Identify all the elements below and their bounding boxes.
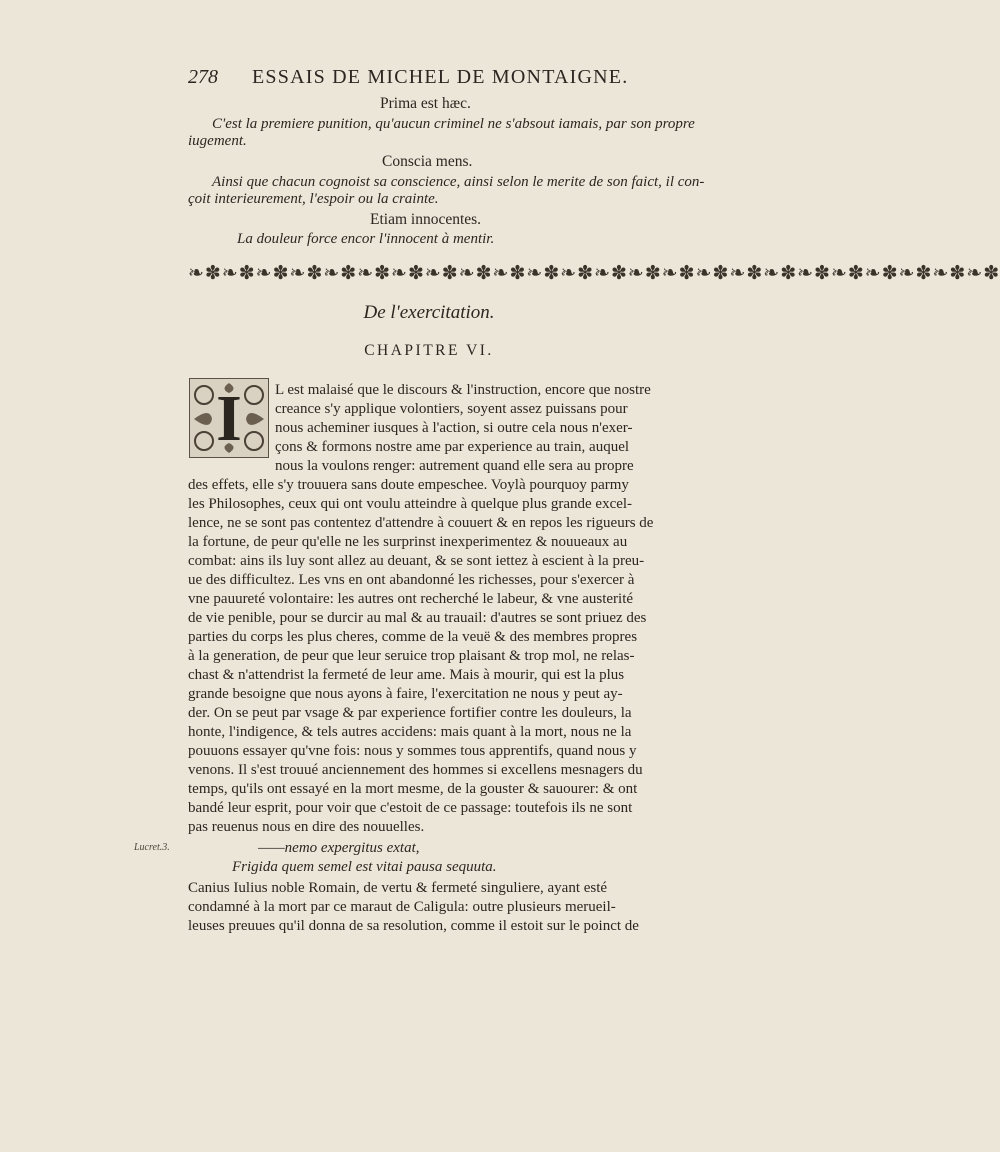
decorated-initial xyxy=(189,378,269,458)
body-line: à la generation, de peur que leur seruice trop plaisant & trop mol, ne relas- xyxy=(188,648,635,664)
french-translation-line: iugement. xyxy=(188,133,247,149)
french-translation-line: C'est la premiere punition, qu'aucun criminel ne s'absout iamais, par son propre xyxy=(212,116,695,132)
body-line: des effets, elle s'y trouuera sans doute empeschee. Voylà pourquoy parmy xyxy=(188,477,629,493)
body-line: der. On se peut par vsage & par experience fortifier contre les douleurs, la xyxy=(188,705,632,721)
body-line: chast & n'attendrist la fermeté de leur ame. Mais à mourir, qui est la plus xyxy=(188,667,625,683)
body-line: nous la voulons renger: autrement quand elle sera au propre xyxy=(275,458,634,474)
section-title: De l'exercitation. xyxy=(363,302,495,323)
body-line: creance s'y applique volontiers, soyent assez puissans pour xyxy=(275,401,628,417)
running-title: ESSAIS DE MICHEL DE MONTAIGNE. xyxy=(252,66,629,88)
french-translation-line: La douleur force encor l'innocent à mentir. xyxy=(237,231,495,247)
body-line: venons. Il s'est trouué anciennement des hommes si excellens mesnagers du xyxy=(188,762,643,778)
body-line: lence, ne se sont pas contentez d'attendre à couuert & en repos les rigueurs de xyxy=(188,515,654,531)
body-line: de vie penible, pour se durcir au mal & au trauail: d'autres se sont priuez des xyxy=(188,610,647,626)
body-line: Canius Iulius noble Romain, de vertu & fermeté singuliere, ayant esté xyxy=(188,880,608,896)
body-line: la fortune, de peur qu'elle ne les surprinst inexperimentez & nouueaux au xyxy=(188,534,628,550)
french-translation-line: çoit interieurement, l'espoir ou la crainte. xyxy=(188,191,439,207)
body-line: honte, l'indigence, & tels autres accidens: mais quant à la mort, nous ne la xyxy=(188,724,632,740)
verse-line: Frigida quem semel est vitai pausa sequuta. xyxy=(232,859,497,875)
running-head xyxy=(188,66,648,92)
body-line: grande besoigne que nous ayons à faire, l'exercitation ne nous y peut ay- xyxy=(188,686,623,702)
body-line: temps, qu'ils ont essayé en la mort mesme, de la gouster & sauourer: & ont xyxy=(188,781,638,797)
latin-quote-etiam: Etiam innocentes. xyxy=(370,211,482,228)
body-line: çons & formons nostre ame par experience au train, auquel xyxy=(275,439,630,455)
body-line: nous acheminer iusques à l'action, si outre cela nous n'exer- xyxy=(275,420,633,436)
french-translation-line: Ainsi que chacun cognoist sa conscience, ainsi selon le merite de son faict, il con- xyxy=(212,174,705,190)
body-line: ue des difficultez. Les vns en ont abandonné les richesses, pour s'exercer à xyxy=(188,572,635,588)
chapter-heading: CHAPITRE VI. xyxy=(364,342,494,359)
body-line: bandé leur esprit, pour voir que c'estoit de ce passage: toutefois ils ne sont xyxy=(188,800,633,816)
latin-quote-conscia: Conscia mens. xyxy=(382,153,473,170)
initial-letter: I xyxy=(216,382,242,455)
verse-line: ——nemo expergitus extat, xyxy=(258,840,420,856)
body-line: vne pauureté volontaire: les autres ont recherché le labeur, & vne austerité xyxy=(188,591,634,607)
body-line: les Philosophes, ceux qui ont voulu atteindre à quelque plus grande excel- xyxy=(188,496,633,512)
body-line: leuses preuues qu'il donna de sa resolution, comme il estoit sur le poinct de xyxy=(188,918,639,934)
body-line: condamné à la mort par ce maraut de Caligula: outre plusieurs merueil- xyxy=(188,899,616,915)
body-line: pouuons essayer qu'vne fois: nous y sommes tous apprentifs, quand nous y xyxy=(188,743,637,759)
body-line: L est malaisé que le discours & l'instruction, encore que nostre xyxy=(275,382,651,398)
margin-note: Lucret.3. xyxy=(134,842,170,853)
body-line: combat: ains ils luy sont allez au deuant, & se sont iettez à escient à la preu- xyxy=(188,553,645,569)
latin-quote-prima: Prima est hæc. xyxy=(380,95,471,112)
body-line: parties du corps les plus cheres, comme de la veuë & des membres propres xyxy=(188,629,638,645)
page-number: 278 xyxy=(188,66,218,88)
body-line: pas reuenus nous en dire des nouuelles. xyxy=(188,819,425,835)
ornamental-band: ❧✽❧✽❧✽❧✽❧✽❧✽❧✽❧✽❧✽❧✽❧✽❧✽❧✽❧✽❧✽❧✽❧✽❧✽❧✽❧✽❧✽❧✽❧✽❧✽ xyxy=(188,262,1000,284)
